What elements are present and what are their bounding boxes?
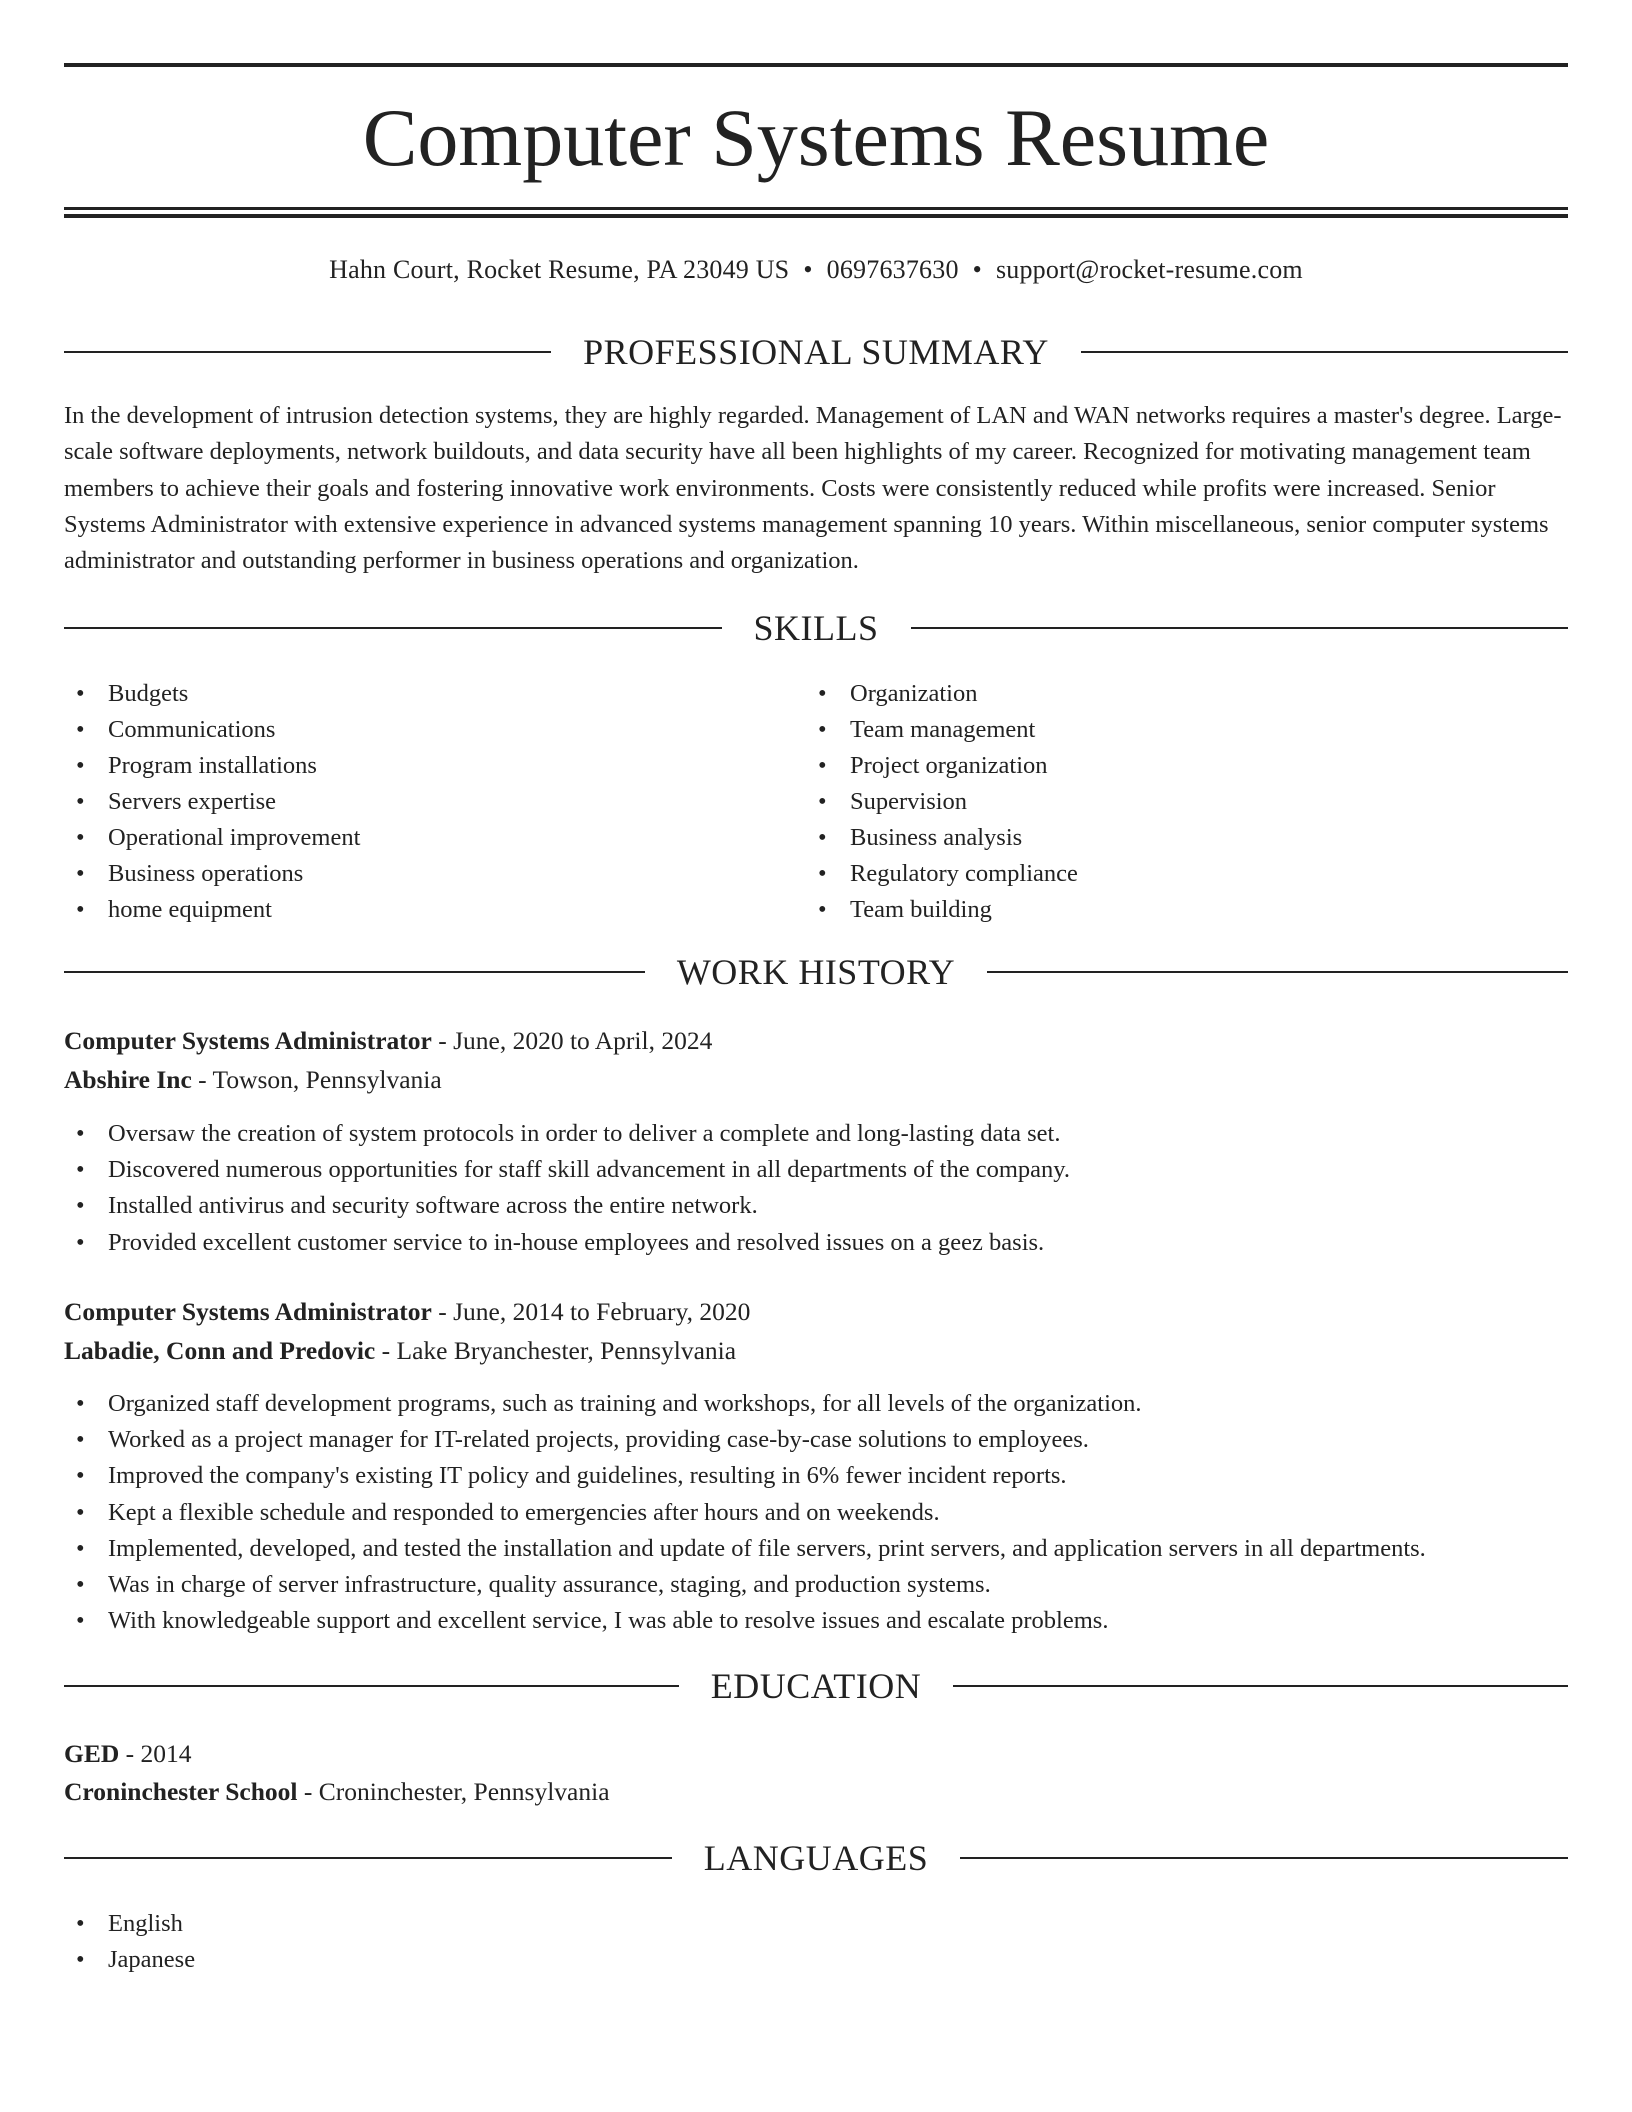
section-title: EDUCATION <box>710 1666 922 1706</box>
job-bullet: • Implemented, developed, and tested the installation and update of file servers, print servers, and application servers in all departments. <box>64 1531 1568 1567</box>
skill-item: • Servers expertise <box>64 784 804 820</box>
title-double-rule <box>64 207 1568 218</box>
skill-item: • Business analysis <box>806 820 1546 856</box>
skills-list-left <box>64 676 804 928</box>
heading-rule <box>64 1685 679 1687</box>
job-company: Abshire Inc <box>64 1065 192 1094</box>
page-title: Computer Systems Resume <box>362 92 1270 183</box>
job-company: Labadie, Conn and Predovic <box>64 1336 376 1365</box>
heading-rule <box>960 1857 1568 1859</box>
skill-item: • Business operations <box>64 856 804 892</box>
heading-rule <box>953 1685 1568 1687</box>
education-degree: GED <box>64 1739 120 1768</box>
job-bullets <box>64 1386 1568 1639</box>
skill-item: • Operational improvement <box>64 820 804 856</box>
skill-item: • Team building <box>806 892 1546 928</box>
job-company-line <box>64 1332 1568 1370</box>
section-heading-work <box>64 950 1568 994</box>
section-title: WORK HISTORY <box>676 952 956 992</box>
job-bullet: • Improved the company's existing IT policy and guidelines, resulting in 6% fewer incident reports. <box>64 1458 1568 1494</box>
job-company-line <box>64 1061 1568 1099</box>
skill-item: • Communications <box>64 712 804 748</box>
skill-item: • Program installations <box>64 748 804 784</box>
education-school: Croninchester School <box>64 1777 298 1806</box>
contact-address: Hahn Court, Rocket Resume, PA 23049 US <box>329 255 790 284</box>
skill-item: • Project organization <box>806 748 1546 784</box>
languages-list <box>64 1906 1568 1978</box>
job-bullet: • Installed antivirus and security software across the entire network. <box>64 1188 1568 1224</box>
heading-rule <box>911 627 1569 629</box>
skill-item: • Supervision <box>806 784 1546 820</box>
contact-line <box>64 254 1568 286</box>
skills-list-right <box>806 676 1546 928</box>
bullet-separator: • <box>803 255 813 284</box>
education-school-line <box>64 1773 1568 1811</box>
job-dates: - June, 2020 to April, 2024 <box>438 1026 713 1055</box>
job-bullet: • Oversaw the creation of system protocols in order to deliver a complete and long-lasting data set. <box>64 1116 1568 1152</box>
section-heading-education <box>64 1664 1568 1708</box>
job-bullet: • Was in charge of server infrastructure, quality assurance, staging, and production systems. <box>64 1567 1568 1603</box>
job-dates: - June, 2014 to February, 2020 <box>438 1297 751 1326</box>
job-bullet: • Organized staff development programs, such as training and workshops, for all levels of the organization. <box>64 1386 1568 1422</box>
job-title-line <box>64 1022 1568 1060</box>
skill-item: • home equipment <box>64 892 804 928</box>
job-bullet: • Provided excellent customer service to in-house employees and resolved issues on a geez basis. <box>64 1225 1568 1261</box>
job-bullet: • With knowledgeable support and excellent service, I was able to resolve issues and escalate problems. <box>64 1603 1568 1639</box>
job-bullet: • Kept a flexible schedule and responded to emergencies after hours and on weekends. <box>64 1495 1568 1531</box>
skill-item: • Organization <box>806 676 1546 712</box>
job-title-line <box>64 1293 1568 1331</box>
skill-item: • Budgets <box>64 676 804 712</box>
bullet-separator: • <box>972 255 982 284</box>
education-degree-line <box>64 1735 1568 1773</box>
skill-item: • Team management <box>806 712 1546 748</box>
heading-rule <box>987 971 1568 973</box>
education-year: - 2014 <box>125 1739 192 1768</box>
heading-rule <box>64 971 645 973</box>
job-location: - Lake Bryanchester, Pennsylvania <box>381 1336 737 1365</box>
heading-rule <box>64 351 551 353</box>
job-title: Computer Systems Administrator <box>64 1026 432 1055</box>
heading-rule <box>64 1857 672 1859</box>
heading-rule <box>64 627 722 629</box>
skill-item: • Regulatory compliance <box>806 856 1546 892</box>
section-title: PROFESSIONAL SUMMARY <box>583 332 1049 372</box>
language-item: • English <box>64 1906 1568 1942</box>
education-location: - Croninchester, Pennsylvania <box>303 1777 610 1806</box>
section-heading-languages <box>64 1836 1568 1880</box>
section-title: SKILLS <box>753 608 879 648</box>
section-heading-summary <box>64 330 1568 374</box>
job-bullets <box>64 1116 1568 1261</box>
heading-rule <box>1081 351 1568 353</box>
section-title: LANGUAGES <box>703 1838 929 1878</box>
job-title: Computer Systems Administrator <box>64 1297 432 1326</box>
contact-phone: 0697637630 <box>826 255 959 284</box>
top-rule <box>64 63 1568 67</box>
section-heading-skills <box>64 606 1568 650</box>
job-bullet: • Worked as a project manager for IT-related projects, providing case-by-case solutions to employees. <box>64 1422 1568 1458</box>
summary-text: In the development of intrusion detection systems, they are highly regarded. Management of LAN and WAN networks requires a master's degree. Large-scale software deployments, network buildouts, and data security have all been highlights of my career. Recognized for motivating management team members to achieve their goals and fostering innovative work environments. Costs were consistently reduced while profits were increased. Senior Systems Administrator with extensive experience in advanced systems management spanning 10 years. Within miscellaneous, senior computer systems administrator and outstanding performer in business operations and organization. <box>64 402 1562 575</box>
contact-email: support@rocket-resume.com <box>995 255 1303 284</box>
job-bullet: • Discovered numerous opportunities for staff skill advancement in all departments of the company. <box>64 1152 1568 1188</box>
job-location: - Towson, Pennsylvania <box>198 1065 442 1094</box>
language-item: • Japanese <box>64 1942 1568 1978</box>
